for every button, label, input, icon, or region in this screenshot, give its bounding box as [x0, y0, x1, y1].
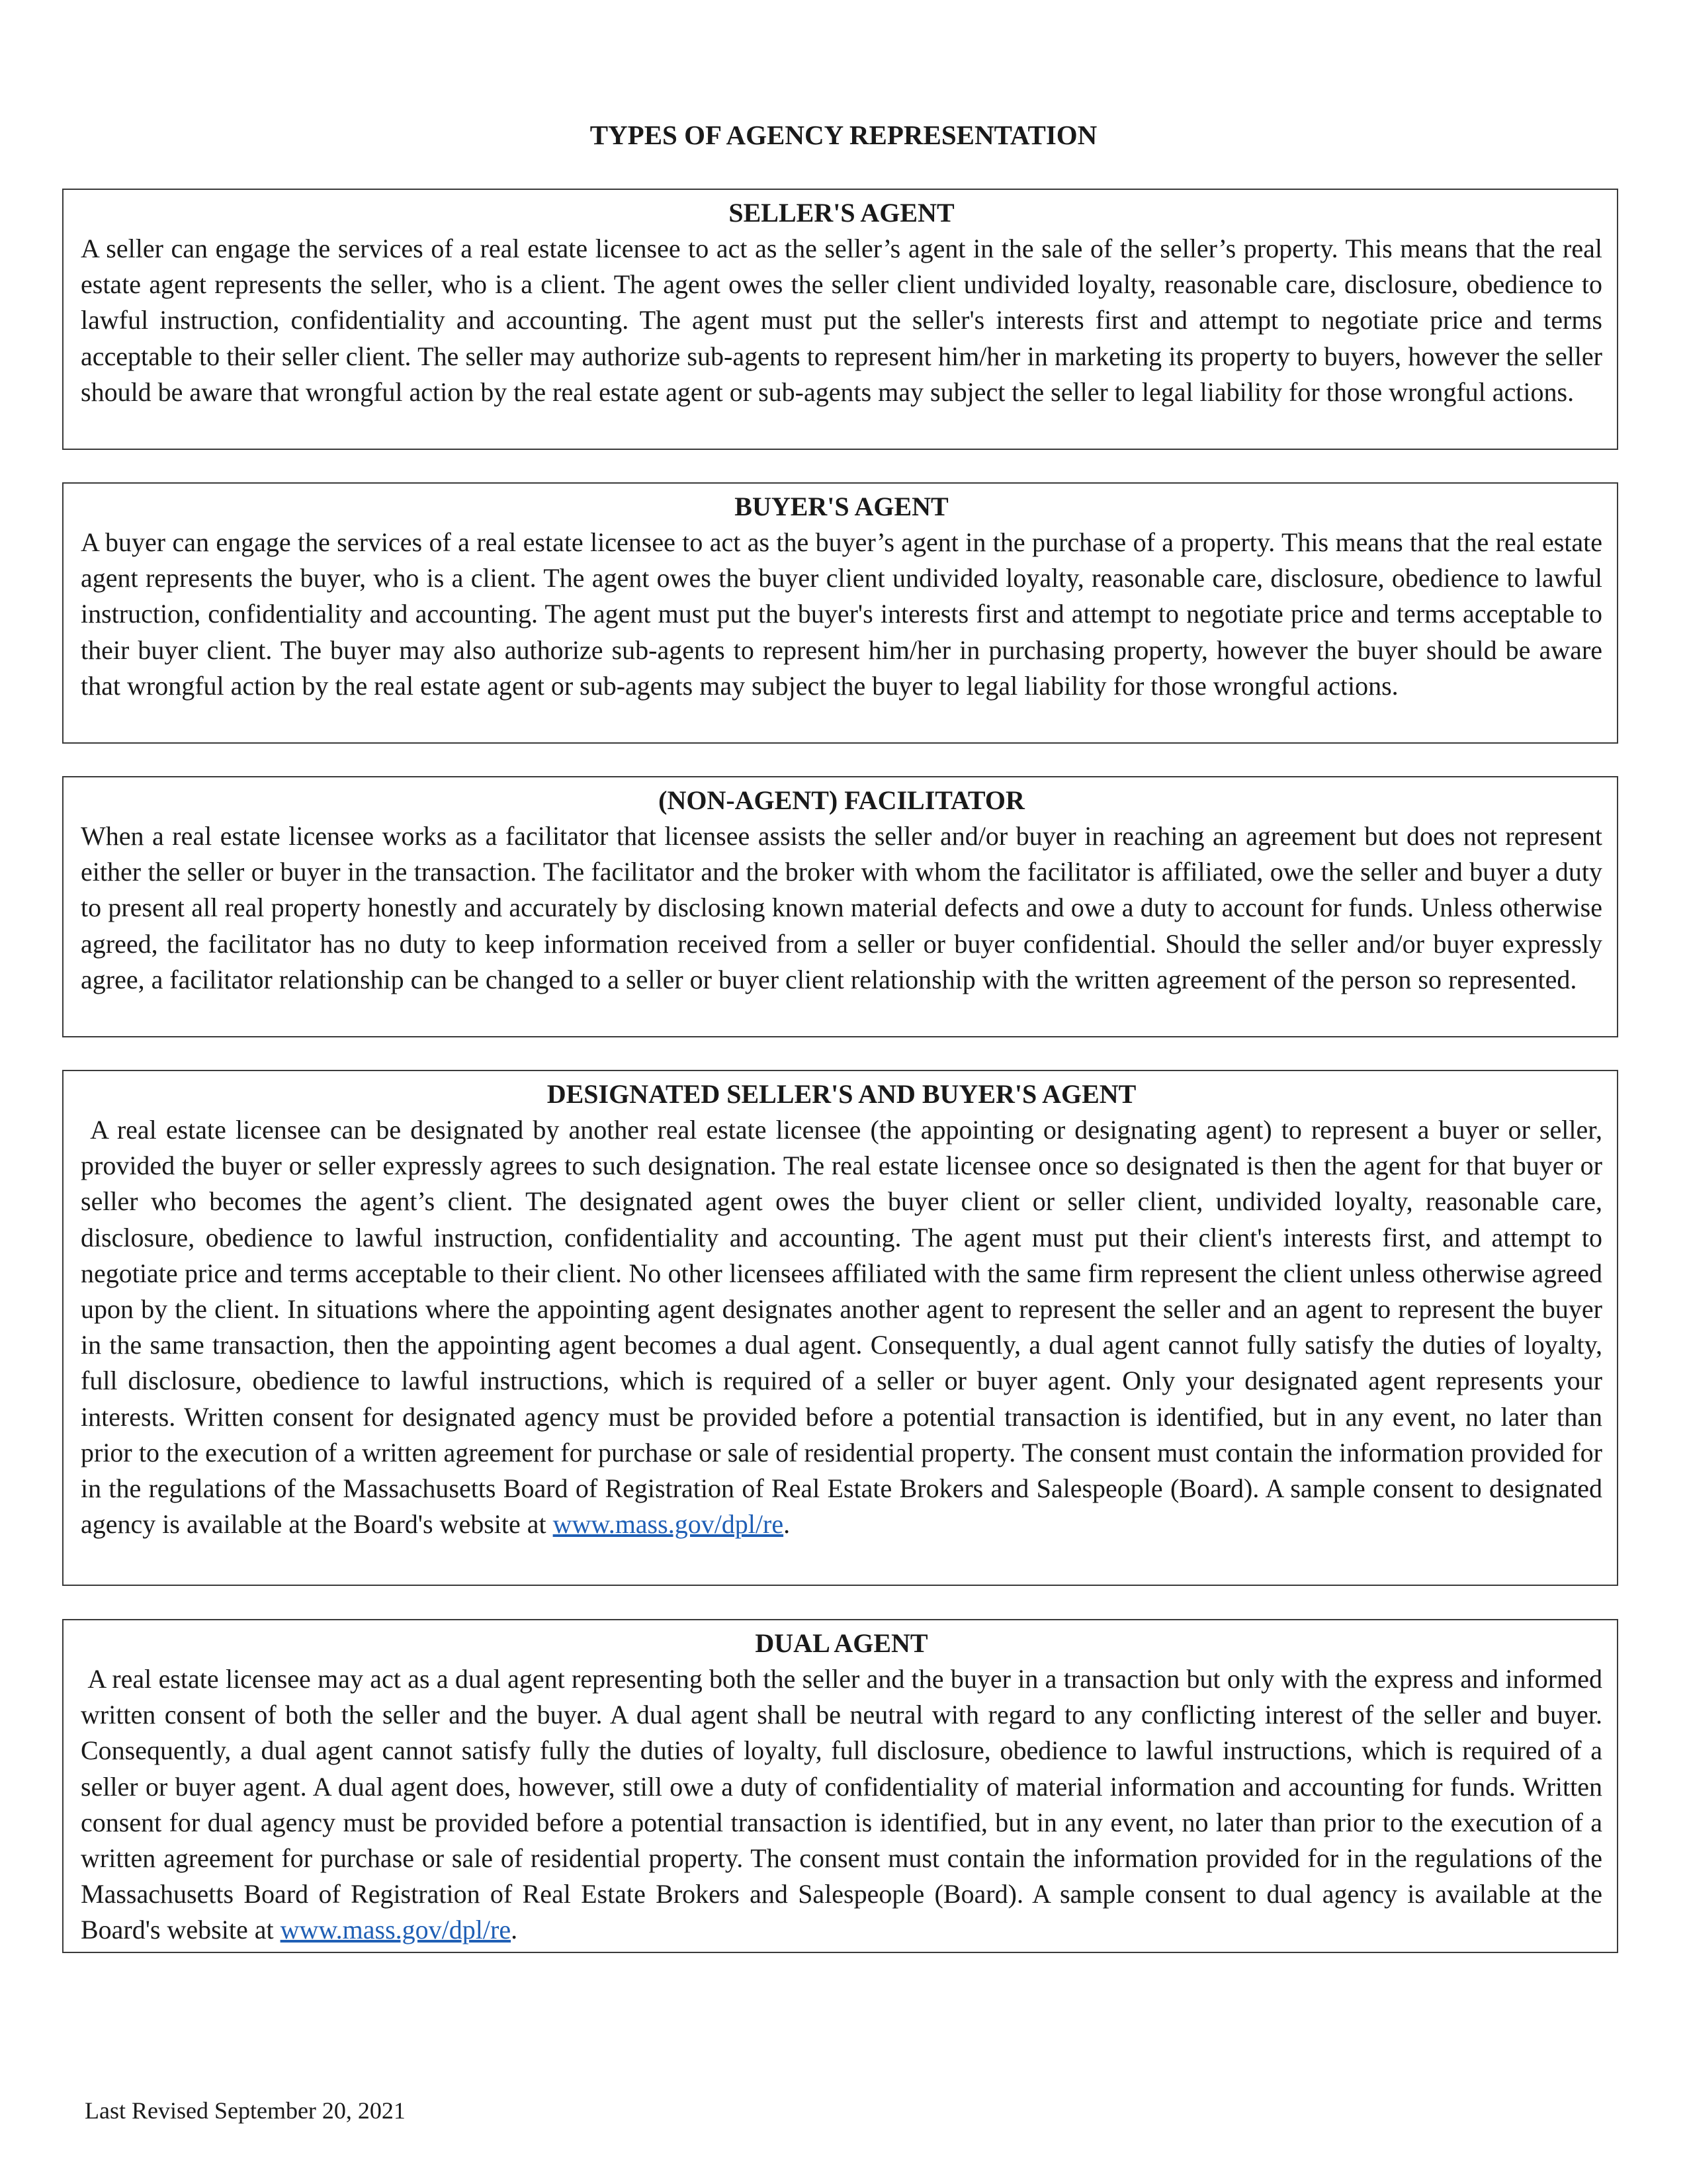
section-heading: BUYER'S AGENT — [734, 492, 949, 521]
dual-agent-section — [62, 1619, 1618, 1953]
section-text: A seller can engage the services of a real estate licensee to act as the seller’s agent in the sale of the seller’s property. This means that the real estate agent represents the seller, who is a client. The agent owes the seller client undivided loyalty, reasonable care, disclosure, obedience to lawful instruction, confidentiality and accounting. The agent must put the seller's interests first and attempt to negotiate price and terms acceptable to their seller client. The seller may authorize sub-agents to represent him/her in marketing its property to buyers, however the seller should be aware that wrongful action by the real estate agent or sub-agents may subject the seller to legal liability for those wrongful actions. — [81, 234, 1602, 407]
section-text-end: . — [511, 1915, 518, 1945]
section-heading: (NON-AGENT) FACILITATOR — [658, 785, 1025, 815]
section-text: A real estate licensee may act as a dual agent representing both the seller and the buyer in a transaction but only with the express and informed written consent of both the seller and the buyer. A dual agent shall be neutral with regard to any conflicting interest of the seller and buyer. Consequently, a dual agent cannot satisfy fully the duties of loyalty, full disclosure, obedience to lawful instructions, which is required of a seller or buyer agent. A dual agent does, however, still owe a duty of confidentiality of material information and accounting for funds. Written consent for dual agency must be provided before a potential transaction is identified, but in any event, no later than prior to the execution of a written agreement for purchase or sale of residential property. The consent must contain the information provided for in the regulations of the Massachusetts Board of Registration of Real Estate Brokers and Salespeople (Board). A sample consent to dual agency is available at the Board's website at — [81, 1664, 1602, 1945]
section-text: A real estate licensee can be designated by another real estate licensee (the appointing or designating agent) to represent a buyer or seller, provided the buyer or seller expressly agrees to such designation. The real estate licensee once so designated is then the agent for that buyer or seller who becomes the agent’s client. The designated agent owes the buyer client or seller client, undivided loyalty, reasonable care, disclosure, obedience to lawful instruction, confidentiality and accounting. The agent must put their client's interests first, and attempt to negotiate price and terms acceptable to their client. No other licensees affiliated with the same firm represent the client unless otherwise agreed upon by the client. In situations where the appointing agent designates another agent to represent the seller and an agent to represent the buyer in the same transaction, then the appointing agent becomes a dual agent. Consequently, a dual agent cannot fully satisfy the duties of loyalty, full disclosure, obedience to lawful instructions, which is required of a seller or buyer agent. Only your designated agent represents your interests. Written consent for designated agency must be provided before a potential transaction is identified, but in any event, no later than prior to the execution of a written agreement for purchase or sale of residential property. The consent must contain the information provided for in the regulations of the Massachusetts Board of Registration of Real Estate Brokers and Salespeople (Board). A sample consent to designated agency is available at the Board's website at — [81, 1115, 1602, 1540]
section-text-end: . — [783, 1509, 791, 1540]
section-heading: DUAL AGENT — [755, 1628, 928, 1658]
section-text: When a real estate licensee works as a facilitator that licensee assists the seller and/or buyer in reaching an agreement but does not represent either the seller or buyer in the transaction. The facilitator and the broker with whom the facilitator is affiliated, owe the seller and buyer a duty to present all real property honestly and accurately by disclosing known material defects and owe a duty to account for funds. Unless otherwise agreed, the facilitator has no duty to keep information received from a seller or buyer confidential. Should the seller and/or buyer expressly agree, a facilitator relationship can be changed to a seller or buyer client relationship with the written agreement of the person so represented. — [81, 821, 1602, 994]
page-title: TYPES OF AGENCY REPRESENTATION — [589, 120, 1098, 150]
section-text-container — [81, 1661, 1602, 1948]
board-website-link[interactable]: www.mass.gov/dpl/re — [280, 1915, 511, 1945]
section-heading: DESIGNATED SELLER'S AND BUYER'S AGENT — [546, 1079, 1137, 1109]
facilitator-section — [62, 776, 1618, 1037]
sellers-agent-section — [62, 189, 1618, 450]
section-heading: SELLER'S AGENT — [728, 198, 955, 228]
buyers-agent-section — [62, 482, 1618, 744]
section-text-container — [81, 1112, 1602, 1542]
designated-agent-section — [62, 1070, 1618, 1586]
last-revised-footer: Last Revised September 20, 2021 — [85, 2097, 406, 2124]
board-website-link[interactable]: www.mass.gov/dpl/re — [552, 1509, 784, 1540]
section-text: A buyer can engage the services of a real estate licensee to act as the buyer’s agent in the purchase of a property. This means that the real estate agent represents the buyer, who is a client. The agent owes the buyer client undivided loyalty, reasonable care, disclosure, obedience to lawful instruction, confidentiality and accounting. The agent must put the buyer's interests first and attempt to negotiate price and terms acceptable to their buyer client. The buyer may also authorize sub-agents to represent him/her in purchasing property, however the buyer should be aware that wrongful action by the real estate agent or sub-agents may subject the buyer to legal liability for those wrongful actions. — [81, 527, 1602, 701]
